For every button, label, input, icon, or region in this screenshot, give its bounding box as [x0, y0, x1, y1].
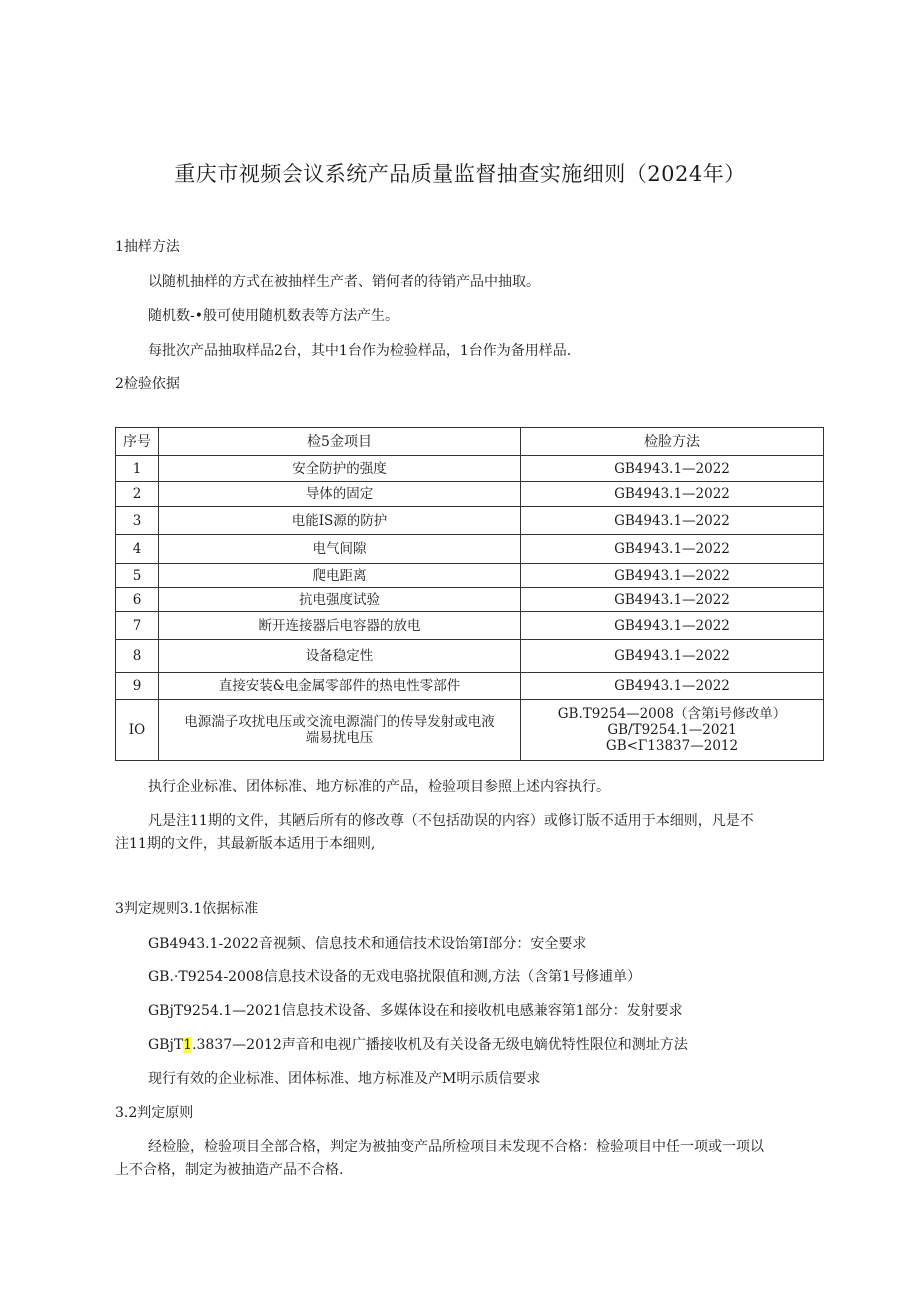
principle-line-2: 上不合格，制定为被抽造产品不合格.: [115, 1162, 344, 1178]
header-method: 检脸方法: [521, 428, 824, 456]
row-method: GB4943.1—2022: [521, 456, 824, 482]
row-method: GB4943.1—2022: [521, 673, 824, 700]
row-no: 1: [116, 456, 159, 482]
table-row: [116, 456, 824, 482]
row-item: 直接安装&电金属零部件的热电性零部件: [159, 673, 521, 700]
section2-note-2: 凡是注11期的文件，其陋后所有的修改尊（不包括劭误的内容）或修订版不适用于本细则，凡是不: [148, 813, 754, 829]
standard-1: GB4943.1-2022音视频、信息技术和通信技术设饴第I部分：安全要求: [148, 936, 587, 952]
row-no: 4: [116, 535, 159, 564]
standard-4-prefix: GBjT: [148, 1037, 184, 1053]
row-item: 断开连接器后电容器的放电: [159, 612, 521, 640]
header-no: 序号: [116, 428, 159, 456]
table-row: [116, 564, 824, 588]
section1-paragraph-3: 每批次产品抽取样品2台，其中1台作为检验样品，1台作为备用样品.: [148, 343, 572, 359]
table-row: [116, 640, 824, 673]
row-item: 电气间隙: [159, 535, 521, 564]
row-no: IO: [116, 700, 159, 761]
row-method: GB4943.1—2022: [521, 482, 824, 507]
row-method: GB4943.1—2022: [521, 535, 824, 564]
row-method: GB4943.1—2022: [521, 588, 824, 612]
row-no: 9: [116, 673, 159, 700]
row-item: 抗电强度试验: [159, 588, 521, 612]
row-item: 安全防护的强度: [159, 456, 521, 482]
section1-paragraph-2: 随机数-•般可使用随机数表等方法产生。: [148, 308, 399, 324]
row-item: 爬电距离: [159, 564, 521, 588]
page-title: 重庆市视频会议系统产品质量监督抽查实施细则（2024年）: [174, 162, 746, 186]
row-item: [159, 700, 521, 761]
row-method-line: GB.T9254—2008（含第i号修改单）: [557, 706, 787, 722]
section3-subheading: 3.2判定原则: [115, 1105, 194, 1121]
table-row: [116, 535, 824, 564]
header-item: 检5金项目: [159, 428, 521, 456]
section2-note-3: 注11期的文件，其最新版本适用于本细则,: [115, 836, 376, 852]
table-header-row: [116, 428, 824, 456]
row-method-line: GB/T9254.1—2021: [607, 722, 737, 738]
row-method: GB4943.1—2022: [521, 612, 824, 640]
row-no: 5: [116, 564, 159, 588]
section1-paragraph-1: 以随机抽样的方式在被抽样生产者、销何者的待销产品中抽取。: [148, 274, 540, 290]
inspection-table: [115, 427, 824, 761]
row-item: 导体的固定: [159, 482, 521, 507]
row-item-line: 电源湍子攻扰电压或交流电源湍门的传导发射或电液: [184, 714, 495, 730]
row-method-line: GB<Γ13837—2012: [605, 738, 739, 754]
standard-4-rest: .3837—2012声音和电视广播接收机及有关设备无级电嫡优特性限位和测址方法: [192, 1037, 688, 1053]
table-row: [116, 588, 824, 612]
table-row: [116, 482, 824, 507]
row-method: GB4943.1—2022: [521, 640, 824, 673]
row-item: 设备稳定性: [159, 640, 521, 673]
standard-4: [148, 1034, 688, 1054]
row-item-line: 端易扰电压: [305, 730, 374, 746]
section3-heading: 3判定规则3.1依据标准: [115, 901, 259, 917]
row-item: 电能IS源的防护: [159, 507, 521, 535]
section2-heading: 2检验依据: [115, 376, 180, 392]
row-no: 8: [116, 640, 159, 673]
table-row: [116, 507, 824, 535]
table-row: [116, 612, 824, 640]
principle-line-1: 经检脸，检验项目全部合格，判定为被抽变产品所检项目未发现不合格：检验项目中任一项或一项以: [148, 1139, 764, 1155]
row-method: [521, 700, 824, 761]
section2-note-1: 执行企业标准、团体标准、地方标准的产品，检验项目参照上述内容执行。: [148, 779, 610, 795]
standard-5: 现行有效的企业标准、团体标准、地方标准及产M明示质信要求: [148, 1071, 541, 1087]
standard-3: GBjT9254.1—2021信息技术设备、多媒体设在和接收机电感兼容第1部分：发射要求: [148, 1003, 683, 1019]
row-method: GB4943.1—2022: [521, 507, 824, 535]
row-no: 2: [116, 482, 159, 507]
section1-heading: 1抽样方法: [115, 239, 180, 255]
table-row: [116, 673, 824, 700]
standard-2: GB.·T9254-2008信息技术设备的无戏电骆扰限值和测,方法（含第1号修逋单）: [148, 969, 642, 985]
highlighted-text: 1: [183, 1037, 193, 1053]
table-row: [116, 700, 824, 761]
row-no: 3: [116, 507, 159, 535]
row-no: 6: [116, 588, 159, 612]
row-method: GB4943.1—2022: [521, 564, 824, 588]
row-no: 7: [116, 612, 159, 640]
